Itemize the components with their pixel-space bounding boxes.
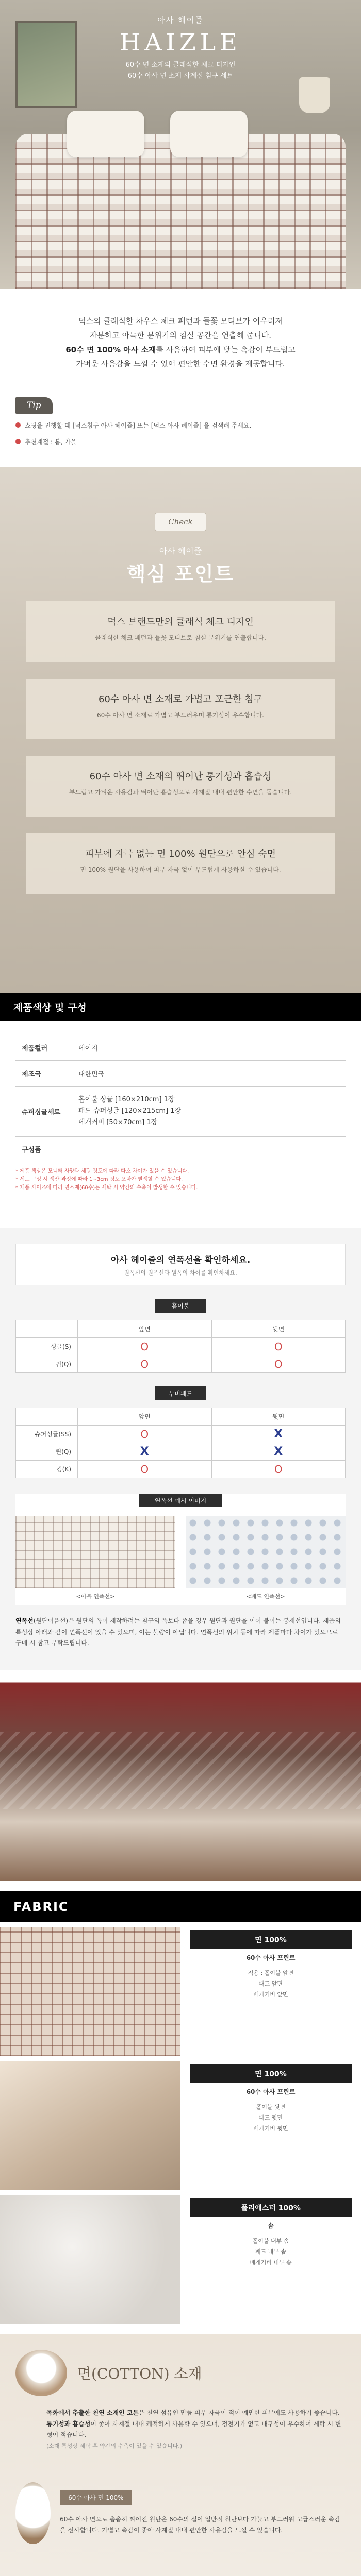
spec-key: 제조국 xyxy=(15,1061,72,1087)
tip-row-search xyxy=(15,421,346,430)
intro-line-1: 덕스의 클래식한 차우스 체크 패턴과 들꽃 모티브가 어우러져 xyxy=(78,316,283,326)
spec-value xyxy=(72,1137,346,1162)
cotton-text-2: 이 좋아 사계절 내내 쾌적하게 사용할 수 있으며, 정전기가 없고 내구성이 우수하여 세탁 시 변형이 적습니다. xyxy=(46,2420,341,2439)
seam-example-labels xyxy=(15,1592,346,1600)
pillow-right xyxy=(170,111,248,157)
table-row xyxy=(15,1035,346,1061)
spec-note-2: * 세트 구성 시 생산 과정에 따라 1~3cm 정도 오차가 발생할 수 있습니다. xyxy=(15,1177,183,1183)
fabric-info xyxy=(180,2195,361,2324)
spec-note-1: * 제품 색상은 모니터 사양과 세팅 정도에 따라 다소 차이가 있을 수 있습니다. xyxy=(15,1168,189,1175)
row-name: 킹(K) xyxy=(16,1461,78,1478)
col-front: 앞면 xyxy=(78,1320,212,1338)
fabric-item-1 xyxy=(0,1927,361,2056)
bed-image xyxy=(15,134,346,289)
point-desc: 60수 아사 면 소재로 가볍고 부드러우며 통기성이 우수합니다. xyxy=(97,711,264,719)
table-row xyxy=(16,1338,346,1355)
row-name: 슈퍼싱글(SS) xyxy=(16,1426,78,1443)
spec-value: 베이지 xyxy=(72,1035,346,1061)
hero-text xyxy=(0,14,361,82)
empty-header xyxy=(16,1320,78,1338)
row-name: 퀸(Q) xyxy=(16,1443,78,1461)
table-row xyxy=(15,1061,346,1087)
seam-table-pad xyxy=(15,1408,346,1478)
seam-example xyxy=(15,1494,346,1605)
bedding-photo xyxy=(0,1670,361,1881)
seam-subtitle: 원폭선의 원폭선과 원폭의 차이를 확인하세요. xyxy=(124,1269,237,1277)
cotton-flower-icon xyxy=(15,2350,67,2396)
cotton-bold-2: 통기성과 흡습성 xyxy=(46,2420,91,2428)
col-back: 뒷면 xyxy=(211,1320,346,1338)
hero-desc-1: 60수 면 소재의 클래식한 체크 디자인 xyxy=(125,61,236,69)
group-label-pad: 누비패드 xyxy=(155,1386,206,1400)
point-card-2 xyxy=(26,679,335,739)
table-row xyxy=(16,1426,346,1443)
point-card-3 xyxy=(26,756,335,817)
intro-line-2: 자분하고 아늑한 분위기의 침실 공간을 연출해 줍니다. xyxy=(89,330,272,340)
spec-value: 홑이불 싱글 [160×210cm] 1장 패드 슈퍼싱글 [120×215cm] 1장 베개커버 [50×70cm] 1장 xyxy=(72,1087,346,1137)
col-front: 앞면 xyxy=(78,1408,212,1426)
spec-header: 제품색상 및 구성 xyxy=(0,993,361,1021)
fabric-detail: 적용 : 홑이불 앞면 패드 앞면 베개커버 앞면 xyxy=(248,1970,294,1998)
fabric-sub: 60수 아사 프린트 xyxy=(246,1954,296,1962)
intro-bold: 60수 면 100% 아사 소재 xyxy=(65,345,156,354)
fabric-image xyxy=(0,2195,180,2324)
intro-line-3 xyxy=(31,343,330,358)
seam-note xyxy=(15,1616,346,1649)
point-desc: 면 100% 원단을 사용하여 피부 자극 없이 부드럽게 사용하실 수 있습니다. xyxy=(80,866,281,873)
mark-x: X xyxy=(211,1426,346,1443)
bullet-icon xyxy=(15,439,21,444)
seam-title: 아사 헤이즐의 연폭선을 확인하세요. xyxy=(110,1255,251,1266)
fabric-detail: 홑이불 뒷면 패드 뒷면 베개커버 뒷면 xyxy=(253,2104,288,2132)
fabric-image xyxy=(0,1927,180,2056)
fabric-sub: 60수 아사 프린트 xyxy=(246,2088,296,2096)
table-header-row xyxy=(16,1320,346,1338)
cotton-info xyxy=(60,2490,346,2536)
fabric-title: 면 100% xyxy=(190,2064,352,2083)
point-desc: 클래식한 체크 패턴과 들꽃 모티브로 침실 분위기를 연출합니다. xyxy=(95,634,266,641)
point-card-4 xyxy=(26,833,335,894)
fabric-item-3 xyxy=(0,2195,361,2324)
table-header-row xyxy=(16,1408,346,1426)
tip-section xyxy=(15,397,346,447)
cotton-title: 면(COTTON) 소재 xyxy=(77,2365,202,2383)
mark-o: O xyxy=(211,1461,346,1478)
point-card-1 xyxy=(26,601,335,662)
fabric-item-2 xyxy=(0,2061,361,2190)
check-subtitle: 아사 헤이즐 xyxy=(159,546,202,556)
fabric-header: FABRIC xyxy=(0,1891,361,1922)
intro-text xyxy=(0,289,361,387)
table-row xyxy=(16,1355,346,1373)
mark-o: O xyxy=(78,1355,212,1373)
cotton-body xyxy=(15,2408,346,2451)
table-row xyxy=(15,1137,346,1162)
blanket-seam-image xyxy=(15,1516,175,1588)
seam-example-caption: 연폭선 예시 이미지 xyxy=(139,1494,222,1507)
pad-seam-image xyxy=(186,1516,346,1588)
cotton-text-1: 은 천연 섬유인 만큼 피부 자극이 적어 예민한 피부에도 사용하기 좋습니다. xyxy=(139,2409,340,2417)
hero-desc xyxy=(0,60,361,82)
empty-header xyxy=(16,1408,78,1426)
intro-line-4: 가벼운 사용감을 느낄 수 있어 편안한 수면 환경을 제공합니다. xyxy=(76,359,285,369)
hero-banner xyxy=(0,0,361,289)
tip-badge: Tip xyxy=(15,397,53,414)
mark-x: X xyxy=(78,1443,212,1461)
cotton-note: (소재 특성상 세탁 후 약간의 수축이 있을 수 있습니다.) xyxy=(46,2442,183,2449)
hero-subtitle: 아사 헤이즐 xyxy=(157,15,204,25)
mark-o: O xyxy=(78,1338,212,1355)
point-desc: 부드럽고 가벼운 사용감과 뛰어난 흡습성으로 사계절 내내 편안한 수면을 돕습니다. xyxy=(69,789,292,796)
fabric-info xyxy=(180,2061,361,2190)
spec-table xyxy=(15,1035,346,1162)
table-row xyxy=(15,1087,346,1137)
tip-text-2: 추천계절 : 봄, 가을 xyxy=(25,438,77,446)
table-row xyxy=(16,1461,346,1478)
bullet-icon xyxy=(15,422,21,428)
point-title: 피부에 자극 없는 면 100% 원단으로 안심 숙면 xyxy=(85,849,276,859)
pillow-left xyxy=(67,111,144,157)
cotton-head xyxy=(15,2350,346,2396)
intro-line-3-rest: 를 사용하여 피부에 닿는 촉감이 부드럽고 xyxy=(156,345,296,354)
seam-example-images xyxy=(15,1507,346,1588)
hero-title: HAIZLE xyxy=(120,28,241,56)
seam-section xyxy=(0,1228,361,1670)
point-title: 덕스 브랜드만의 클래식 체크 디자인 xyxy=(107,617,254,628)
col-back: 뒷면 xyxy=(211,1408,346,1426)
fabric-image xyxy=(0,2061,180,2190)
check-points-section xyxy=(0,467,361,993)
seam-head xyxy=(15,1244,346,1285)
blanket-seam-label: <이불 연폭선> xyxy=(76,1593,115,1600)
mark-o: O xyxy=(78,1461,212,1478)
mark-x: X xyxy=(211,1443,346,1461)
cotton-section xyxy=(0,2334,361,2576)
fabric-detail: 홑이불 내부 솜 패드 내부 솜 베개커버 내부 솜 xyxy=(250,2238,292,2266)
seam-note-bold: 연폭선 xyxy=(15,1617,34,1625)
point-title: 60수 아사 면 소재로 가볍고 포근한 침구 xyxy=(98,694,263,705)
check-title: 핵심 포인트 xyxy=(126,563,235,585)
cotton-ball-icon xyxy=(15,2482,51,2544)
table-row xyxy=(16,1443,346,1461)
point-title: 60수 아사 면 소재의 뛰어난 통기성과 흡습성 xyxy=(89,771,272,782)
mark-o: O xyxy=(211,1355,346,1373)
row-name: 싱글(S) xyxy=(16,1338,78,1355)
cotton-row xyxy=(15,2482,346,2544)
spec-value: 대한민국 xyxy=(72,1061,346,1087)
spec-notes xyxy=(15,1167,346,1192)
row-name: 퀸(Q) xyxy=(16,1355,78,1373)
tip-text-1: 쇼핑을 진행할 때 [덕스침구 아사 헤이즐] 또는 [덕스 아사 헤이즐] 을 검색해 주세요. xyxy=(25,422,252,429)
cotton-body-1 xyxy=(46,2408,346,2419)
tip-row-season xyxy=(15,437,346,447)
spec-key: 제품컬러 xyxy=(15,1035,72,1061)
spec-note-3: * 제품 사이즈에 따라 면소재(60수)는 세탁 시 약간의 수축이 발생할 수 있습니다. xyxy=(15,1185,198,1191)
spec-key: 슈퍼싱글세트 xyxy=(15,1087,72,1137)
fabric-title: 폴리에스터 100% xyxy=(190,2198,352,2217)
seam-note-text: (원단이음선)은 원단의 폭이 제작하려는 침구의 폭보다 좁을 경우 원단과 원단을 이어 붙이는 봉제선입니다. 제품의 특성상 아래와 같이 연폭선이 있을 수 있으며, 이는 불량이 아닙니다. 연폭선의 위치 등에 따라 제품마다 차이가 있으므로 구매 시 참고 부탁드립니다. xyxy=(15,1617,341,1647)
seam-table-blanket xyxy=(15,1320,346,1373)
fabric-sub: 솜 xyxy=(268,2222,274,2230)
hero-desc-2: 60수 아사 면 소재 사계절 침구 세트 xyxy=(127,72,234,80)
group-label-blanket: 홑이불 xyxy=(155,1299,206,1313)
cotton-desc: 60수 아사 면으로 촘촘히 짜여진 원단은 60수의 실이 일반적 원단보다 가늘고 부드러워 고급스러운 촉감을 선사합니다. 가볍고 촉감이 좋아 사계절 내내 편안한 사용감을 느낄 수 있습니다. xyxy=(60,2515,340,2534)
fabric-title: 면 100% xyxy=(190,1930,352,1949)
pad-seam-label: <패드 연폭선> xyxy=(246,1593,285,1600)
mark-o: O xyxy=(211,1338,346,1355)
fabric-info xyxy=(180,1927,361,2056)
spec-key: 구성품 xyxy=(15,1137,72,1162)
check-tag: Check xyxy=(155,513,206,531)
mark-o: O xyxy=(78,1426,212,1443)
cotton-body-2 xyxy=(46,2419,346,2441)
cotton-bold-1: 목화에서 추출한 천연 소재인 코튼 xyxy=(46,2409,139,2417)
cotton-badge: 60수 아사 면 100% xyxy=(60,2490,132,2505)
spec-section xyxy=(0,1021,361,1208)
lamp xyxy=(299,77,330,113)
